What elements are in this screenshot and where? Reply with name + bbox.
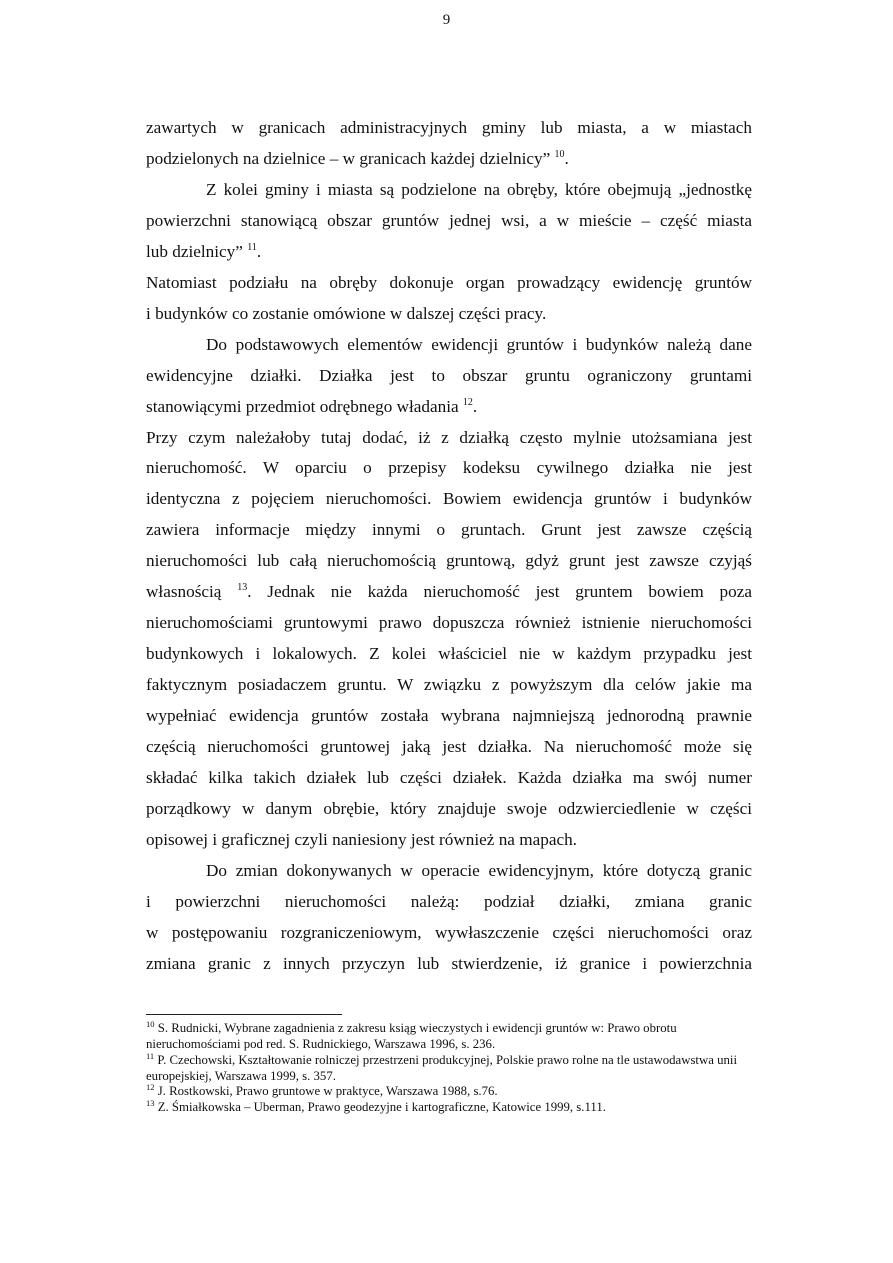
text-line bbox=[146, 211, 752, 231]
line-text: zawartych w granicach administracyjnych gminy lub miasta, a w miastach bbox=[146, 118, 752, 137]
text-line bbox=[146, 180, 752, 200]
footnote-number: 12 bbox=[146, 1082, 155, 1092]
line-text: wypełniać ewidencja gruntów została wybrana najmniejszą jednorodną prawnie bbox=[146, 706, 752, 726]
line-text: stanowiącymi przedmiot odrębnego władania bbox=[146, 396, 463, 416]
line-text: w postępowaniu rozgraniczeniowym, wywłaszczenie części nieruchomości oraz bbox=[146, 922, 752, 942]
footnote-text: Z. Śmiałkowska – Uberman, Prawo geodezyjne i kartograficzne, Katowice 1999, s.111. bbox=[154, 1100, 606, 1114]
line-text: Do zmian dokonywanych w operacie ewidencyjnym, które dotyczą granic bbox=[206, 860, 752, 880]
text-line bbox=[146, 582, 752, 602]
page-number: 9 bbox=[442, 12, 451, 28]
text-line bbox=[146, 428, 752, 448]
line-text: nieruchomościami gruntowymi prawo dopuszcza również istnienie nieruchomości bbox=[146, 613, 752, 633]
line-text: Z kolei gminy i miasta są podzielone na obręby, które obejmują „jednostkę bbox=[206, 179, 752, 199]
text-line bbox=[146, 304, 752, 324]
footnote-reference: 12 bbox=[462, 396, 473, 408]
footnote-separator bbox=[146, 1014, 342, 1015]
text-line bbox=[146, 675, 752, 695]
text-line bbox=[146, 799, 752, 819]
footnote-text: J. Rostkowski, Prawo gruntowe w praktyce, Warszawa 1988, s.76. bbox=[154, 1084, 498, 1098]
footnote-text: P. Czechowski, Kształtowanie rolniczej przestrzeni produkcyjnej, Polskie prawo rolne na tle ustawodawstwa unii europejskiej, Warszawa 1999, s. 357. bbox=[146, 1053, 738, 1083]
text-line bbox=[146, 954, 752, 974]
text-line bbox=[146, 613, 752, 633]
line-text: częścią nieruchomości gruntowej jaką jest działka. Na nieruchomość może się bbox=[146, 737, 752, 756]
line-text: faktycznym posiadaczem gruntu. W związku z powyższym dla celów jakie ma bbox=[146, 675, 752, 695]
line-text: i budynków co zostanie omówione w dalszej części pracy. bbox=[146, 303, 547, 323]
text-line bbox=[146, 737, 752, 757]
footnote bbox=[146, 1084, 746, 1100]
line-text: opisowej i graficznej czyli naniesiony jest również na mapach. bbox=[146, 829, 577, 849]
footnote-reference: 11 bbox=[247, 241, 257, 253]
line-text: zawiera informacje między innymi o gruntach. Grunt jest zawsze częścią bbox=[146, 520, 752, 540]
text-line bbox=[146, 520, 752, 540]
text-line bbox=[146, 458, 752, 478]
line-text: podzielonych na dzielnice – w granicach każdej dzielnicy” bbox=[146, 148, 555, 168]
line-text: . Jednak nie każda nieruchomość jest gruntem bowiem poza bbox=[247, 582, 752, 602]
line-text: identyczna z pojęciem nieruchomości. Bowiem ewidencja gruntów i budynków bbox=[146, 489, 752, 509]
text-line bbox=[146, 861, 752, 881]
footnote bbox=[146, 1021, 746, 1052]
text-line bbox=[146, 118, 752, 138]
line-text: i powierzchni nieruchomości należą: podział działki, zmiana granic bbox=[146, 891, 752, 911]
text-line bbox=[146, 366, 752, 386]
footnote-number: 10 bbox=[146, 1019, 155, 1029]
text-line bbox=[146, 768, 752, 788]
text-line bbox=[146, 830, 752, 850]
line-text: . bbox=[564, 148, 569, 168]
line-text: Do podstawowych elementów ewidencji gruntów i budynków należą dane bbox=[206, 334, 752, 354]
footnote-reference: 13 bbox=[237, 582, 248, 594]
text-line bbox=[146, 923, 752, 943]
text-line bbox=[146, 551, 752, 571]
footnote-number: 11 bbox=[146, 1051, 155, 1061]
line-text: powierzchni stanowiącą obszar gruntów jednej wsi, a w mieście – część miasta bbox=[146, 210, 752, 230]
text-line bbox=[146, 489, 752, 509]
line-text: nieruchomości lub całą nieruchomością gruntową, gdyż grunt jest zawsze czyjąś bbox=[146, 551, 752, 571]
line-text: nieruchomość. W oparciu o przepisy kodeksu cywilnego działka nie jest bbox=[146, 458, 752, 478]
text-line bbox=[146, 644, 752, 664]
text-line bbox=[146, 149, 752, 169]
footnote-reference: 10 bbox=[554, 148, 565, 160]
line-text: składać kilka takich działek lub części działek. Każda działka ma swój numer bbox=[146, 767, 752, 787]
line-text: budynkowych i lokalowych. Z kolei właściciel nie w każdym przypadku jest bbox=[146, 644, 752, 664]
text-line bbox=[146, 892, 752, 912]
footnote bbox=[146, 1053, 746, 1084]
line-text: porządkowy w danym obrębie, który znajduje swoje odzwierciedlenie w części bbox=[146, 798, 752, 818]
footnote-text: S. Rudnicki, Wybrane zagadnienia z zakresu ksiąg wieczystych i ewidencji gruntów w: Prawo obrotu nieruchomościami pod red. S. Rudnickiego, Warszawa 1996, s. 236. bbox=[146, 1021, 677, 1051]
line-text: . bbox=[256, 241, 262, 261]
line-text: własnością bbox=[146, 582, 238, 602]
line-text: lub dzielnicy” bbox=[146, 241, 248, 261]
footnote bbox=[146, 1100, 746, 1116]
line-text: Przy czym należałoby tutaj dodać, iż z działką często mylnie utożsamiana jest bbox=[146, 427, 752, 447]
text-line bbox=[146, 706, 752, 726]
line-text: zmiana granic z innych przyczyn lub stwierdzenie, iż granice i powierzchnia bbox=[146, 953, 752, 973]
line-text: . bbox=[472, 396, 478, 416]
text-line bbox=[146, 335, 752, 355]
line-text: ewidencyjne działki. Działka jest to obszar gruntu ograniczony gruntami bbox=[146, 365, 752, 385]
text-line bbox=[146, 242, 752, 262]
line-text: Natomiast podziału na obręby dokonuje organ prowadzący ewidencję gruntów bbox=[146, 272, 752, 292]
text-line bbox=[146, 397, 752, 417]
footnote-number: 13 bbox=[146, 1098, 155, 1108]
text-line bbox=[146, 273, 752, 293]
